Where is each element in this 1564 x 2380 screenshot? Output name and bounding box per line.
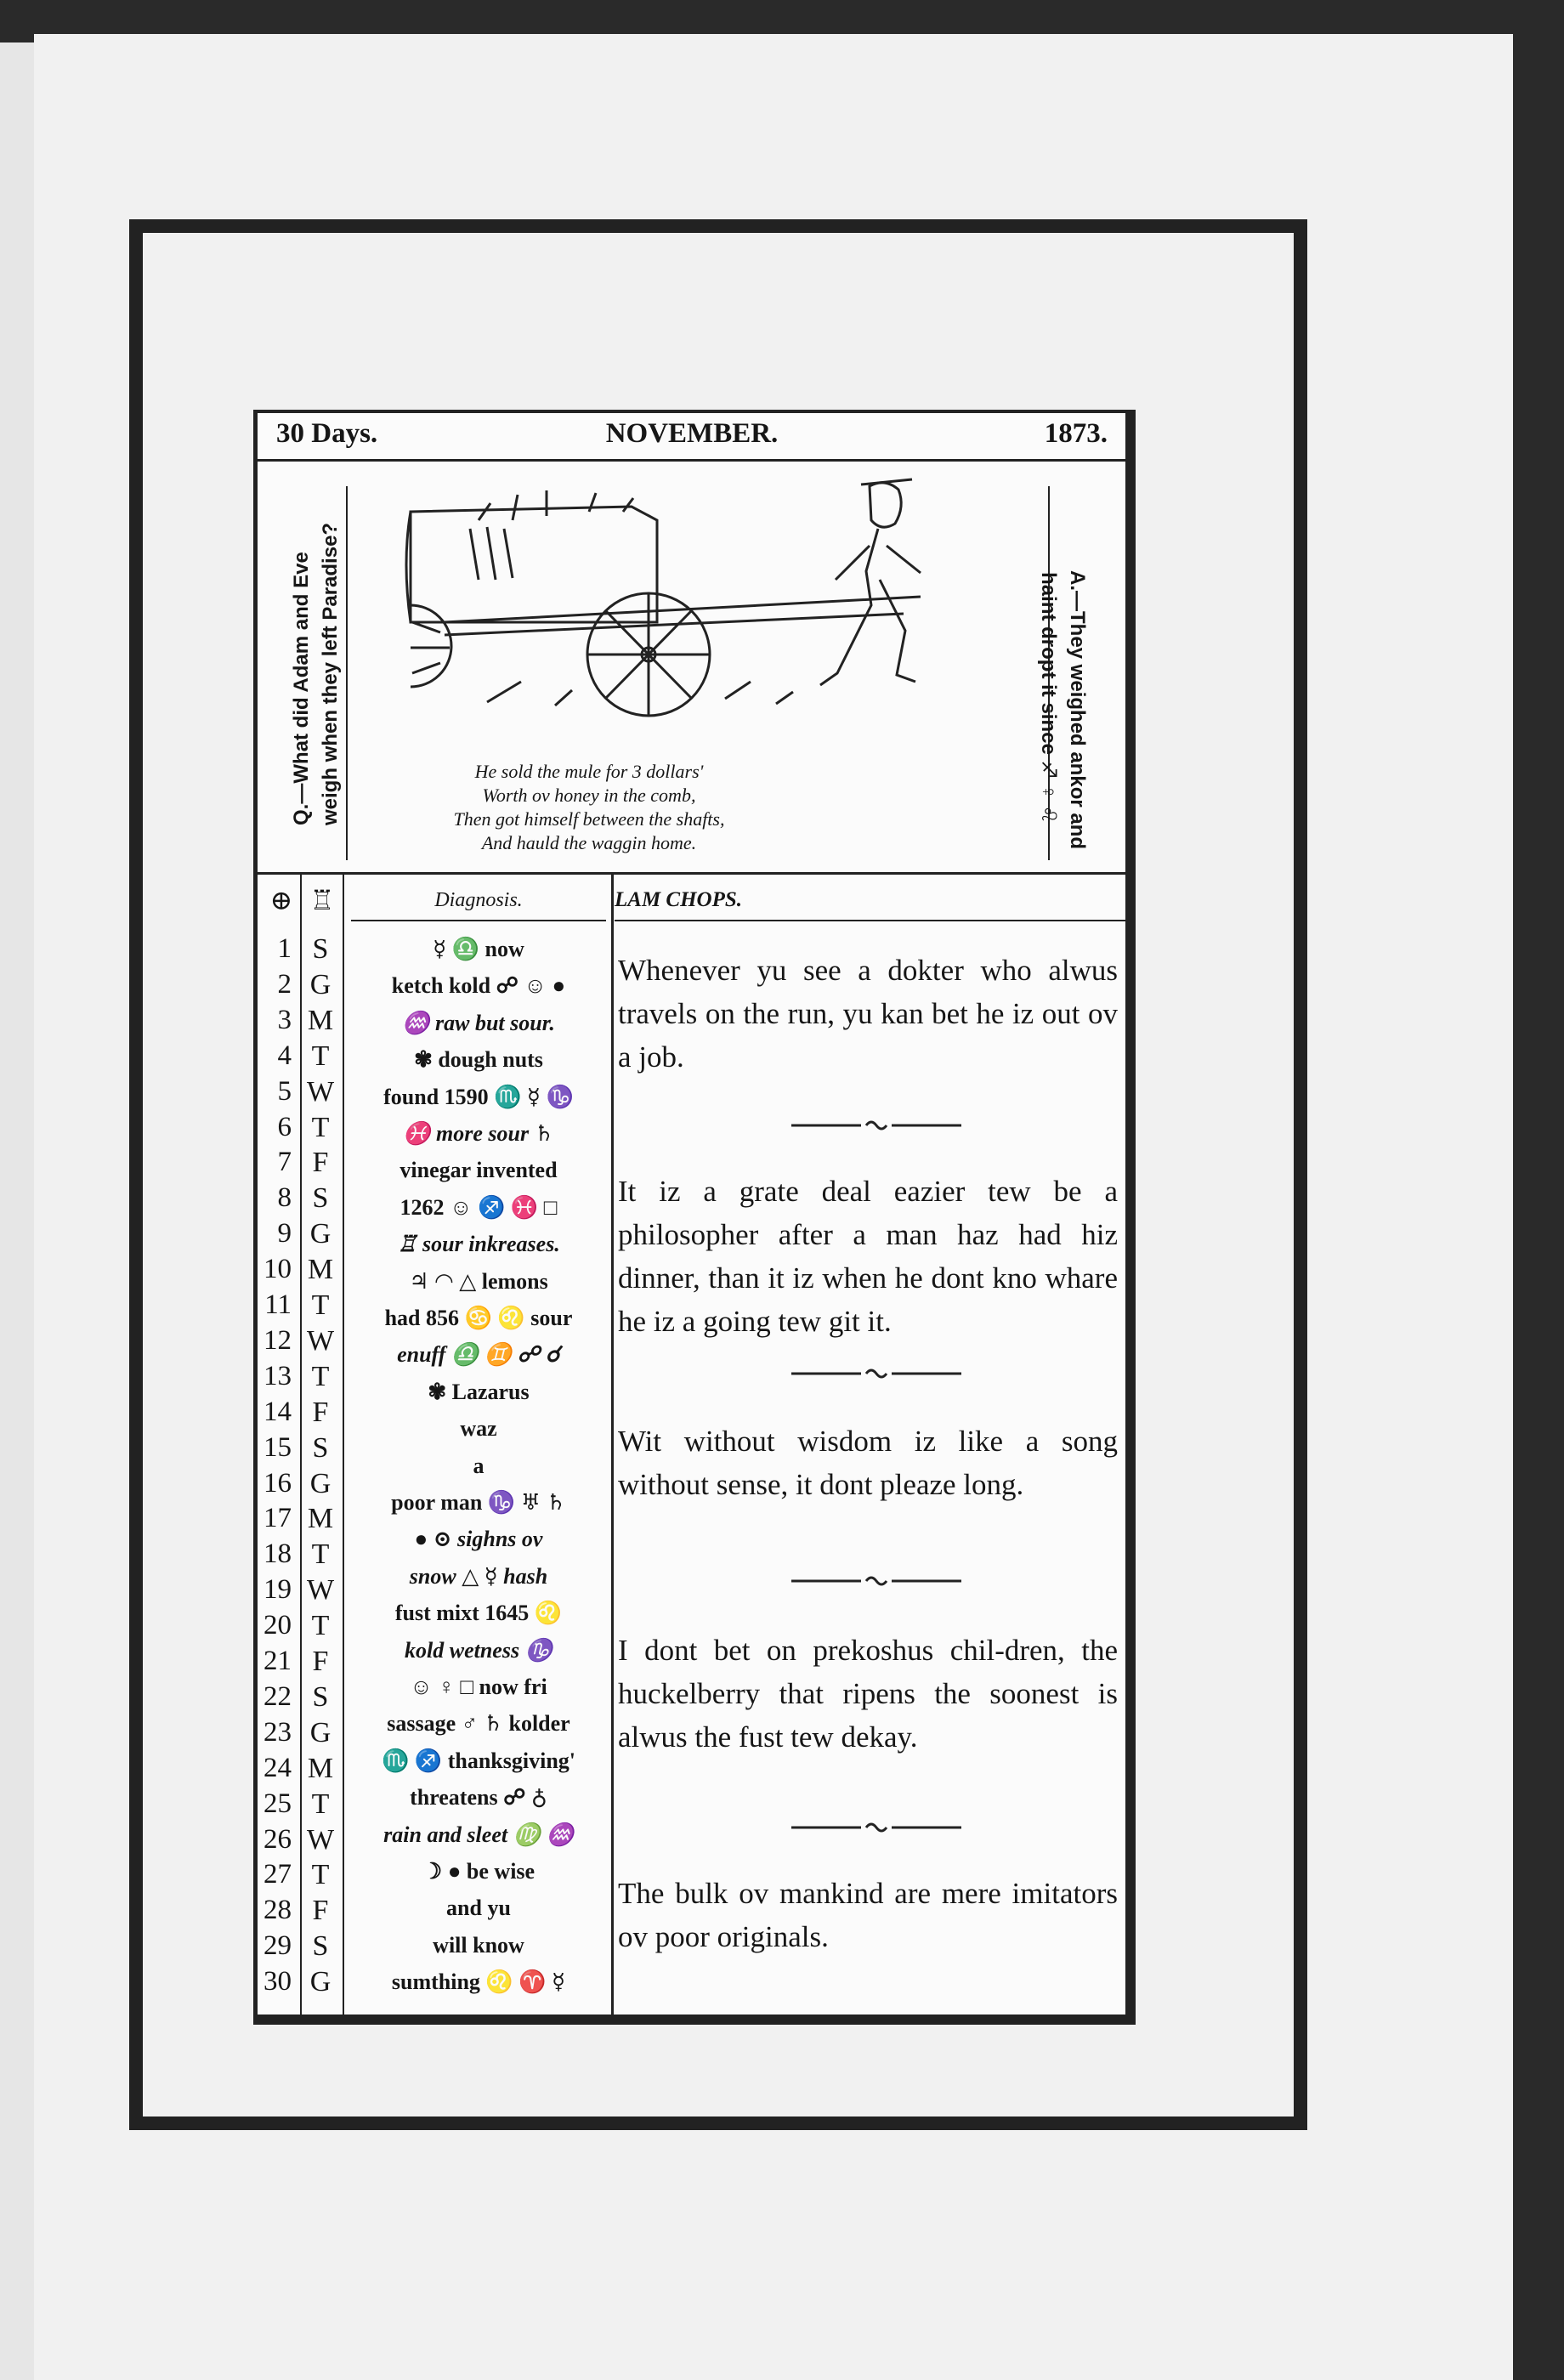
col-divider (343, 872, 344, 2018)
weekday-letter: M (307, 1004, 334, 1036)
day-number: 16 (264, 1467, 292, 1499)
diagnosis-line: ✾ Lazarus (428, 1379, 530, 1404)
diagnosis-line: ♏ ♐ thanksgiving' (381, 1748, 576, 1773)
ornament-divider (791, 1572, 961, 1590)
diagnosis-line: had 856 ♋ ♌ sour (384, 1306, 573, 1330)
poem-line: Then got himself between the shafts, (453, 808, 725, 830)
diagnosis-line: ☺ ♀ □ now fri (410, 1674, 547, 1699)
weekday-letter: T (311, 1538, 330, 1571)
header-rule (258, 459, 1126, 462)
day-row (258, 1572, 343, 1607)
day-number: 19 (264, 1574, 292, 1606)
day-row (258, 1751, 343, 1786)
weekday-letter: T (311, 1111, 330, 1143)
weekday-letter: T (311, 1788, 330, 1820)
day-number: 13 (264, 1360, 292, 1391)
day-row (258, 1787, 343, 1822)
day-row (258, 1715, 343, 1750)
diagnosis-line: vinegar invented (400, 1158, 558, 1183)
weekday-letter: T (311, 1859, 330, 1891)
page-header (269, 418, 1114, 456)
day-number: 22 (264, 1680, 292, 1712)
diagnosis-line: found 1590 ♏ ☿ ♑ (383, 1084, 574, 1109)
weekday-letter: W (306, 1324, 335, 1357)
day-number: 1 (277, 933, 292, 964)
weekday-letter: T (311, 1040, 330, 1072)
diagnosis-line: and yu (446, 1896, 511, 1921)
month-title: NOVEMBER. (605, 418, 779, 449)
diagnosis-line: ♖ sour inkreases. (397, 1232, 560, 1257)
day-row (258, 1216, 343, 1251)
woodcut-illustration (394, 469, 938, 724)
day-number: 18 (264, 1538, 292, 1570)
poem (385, 760, 793, 855)
day-number: 9 (277, 1218, 292, 1250)
col-divider (611, 872, 614, 2018)
day-number: 28 (264, 1895, 292, 1926)
diagnosis-line: will know (433, 1932, 524, 1958)
day-row (258, 1929, 343, 1964)
diagnosis-header-rule (351, 920, 606, 921)
weekday-letter: M (307, 1254, 334, 1286)
day-number: 11 (264, 1289, 292, 1320)
day-number: 10 (264, 1254, 292, 1285)
day-row (258, 1964, 343, 1999)
diagnosis-line: threatens ☍ ♁ (410, 1785, 547, 1810)
weekday-letter: T (311, 1610, 330, 1642)
day-number: 14 (264, 1396, 292, 1427)
diagnosis-line: kold wetness ♑ (405, 1637, 552, 1663)
ornament-divider (791, 1365, 961, 1382)
day-row (258, 1893, 343, 1928)
diagnosis-line: ♓ more sour ♄ (403, 1121, 554, 1146)
rook-symbol-header: ♖ (309, 885, 335, 915)
almanac-page (253, 410, 1136, 2025)
day-number: 20 (264, 1610, 292, 1641)
weekday-letter: G (309, 1467, 332, 1499)
weekday-letter: S (312, 1680, 329, 1713)
day-row (258, 1857, 343, 1892)
day-number: 23 (264, 1716, 292, 1748)
day-number: 25 (264, 1788, 292, 1819)
day-row (258, 1431, 343, 1465)
weekday-letter: S (312, 933, 329, 965)
answer (1032, 570, 1091, 850)
weekday-letter: G (309, 1716, 332, 1748)
weekday-letter: G (309, 1218, 332, 1250)
year: 1873. (1044, 418, 1108, 449)
question-line: Q.—What did Adam and Eve (290, 552, 313, 825)
poem-line: Worth ov honey in the comb, (482, 785, 696, 806)
day-row (258, 1680, 343, 1714)
day-row (258, 1644, 343, 1679)
sun-symbol-header: ⊕ (269, 885, 293, 915)
day-number: 15 (264, 1431, 292, 1463)
day-row (258, 1288, 343, 1323)
day-row (258, 1359, 343, 1394)
lam-chops-header: LAM CHOPS. (615, 888, 743, 911)
weekday-letter: G (309, 1966, 332, 1998)
answer-line: A.—They weighed ankor and (1066, 570, 1089, 850)
diagnosis-line: enuff ♎ ♊ ☍ ☌ (397, 1342, 560, 1368)
day-number: 27 (264, 1859, 292, 1890)
weekday-letter: G (309, 968, 332, 1000)
diagnosis-line: ♃ ◠ △ lemons (409, 1268, 548, 1294)
diagnosis-line: 1262 ☺ ♐ ♓ □ (400, 1194, 558, 1220)
weekday-letter: W (306, 1075, 335, 1108)
diagnosis-line: sumthing ♌ ♈ ☿ (391, 1969, 566, 1995)
diagnosis-line: waz (460, 1416, 497, 1442)
days-count: 30 Days. (276, 418, 378, 449)
day-row (258, 1252, 343, 1287)
weekday-letter: F (312, 1147, 329, 1179)
day-row (258, 1822, 343, 1857)
diagnosis-line: rain and sleet ♍ ♒ (383, 1822, 574, 1847)
day-row (258, 1395, 343, 1430)
left-page-edge (0, 42, 36, 2380)
day-number: 4 (277, 1040, 292, 1071)
diagnosis-line: ● ⊙ sighns ov (414, 1527, 543, 1552)
weekday-letter: S (312, 1930, 329, 1963)
diagnosis-line: a (473, 1453, 484, 1478)
day-row (258, 1110, 343, 1145)
weekday-letter: F (312, 1646, 329, 1677)
diagnosis-line: ☽ ● be wise (422, 1859, 536, 1884)
day-number: 26 (264, 1823, 292, 1855)
day-row (258, 1466, 343, 1501)
diagnosis-header: Diagnosis. (434, 889, 523, 911)
day-number: 2 (277, 968, 292, 1000)
day-number: 8 (277, 1182, 292, 1214)
section-rule (258, 872, 1126, 875)
diagnosis-line: poor man ♑ ♅ ♄ (391, 1490, 566, 1515)
diagnosis-line: ketch kold ☍ ☺ ● (391, 973, 566, 999)
weekday-letter: F (312, 1396, 329, 1428)
lam-paragraph: Whenever yu see a dokter who alwus travels on the run, yu kan bet he iz out ov a job. (618, 954, 1118, 1074)
weekday-letter: W (306, 1823, 335, 1856)
lam-paragraph: Wit without wisdom iz like a song without sense, it dont pleaze long. (618, 1425, 1118, 1501)
diagnosis-line: ☿ ♎ now (433, 937, 524, 961)
day-number: 7 (277, 1147, 292, 1178)
day-number: 21 (264, 1646, 292, 1676)
weekday-letter: S (312, 1431, 329, 1464)
day-row (258, 1608, 343, 1643)
weekday-letter: W (306, 1574, 335, 1606)
day-row (258, 1323, 343, 1358)
day-number: 5 (277, 1075, 292, 1107)
question-line: weigh when they left Paradise? (319, 522, 342, 825)
poem-line: He sold the mule for 3 dollars' (474, 761, 704, 782)
day-row (258, 1537, 343, 1572)
day-row (258, 1074, 343, 1109)
day-row (258, 932, 343, 966)
weekday-letter: T (311, 1289, 330, 1321)
day-row (258, 967, 343, 1002)
diagnosis-line: ✾ dough nuts (414, 1047, 543, 1073)
day-number: 30 (264, 1966, 292, 1998)
diagnosis-line: sassage ♂ ♄ kolder (387, 1711, 570, 1737)
answer-line: haint dropt it since ♐ ♀ ♌ (1037, 572, 1060, 824)
weekday-letter: F (312, 1895, 329, 1927)
day-number: 6 (277, 1111, 292, 1142)
day-row (258, 1181, 343, 1216)
lam-header-rule (615, 920, 1126, 921)
lam-paragraph: The bulk ov mankind are mere imitators ov poor originals. (618, 1877, 1118, 1953)
lam-paragraph: I dont bet on prekoshus chil-dren, the huckelberry that ripens the soonest is alwus the fust tew dekay. (618, 1634, 1118, 1754)
day-row (258, 1003, 343, 1038)
question (287, 522, 347, 825)
weekday-letter: M (307, 1752, 334, 1784)
weekday-letter: M (307, 1503, 334, 1535)
weekday-letter: S (312, 1182, 329, 1215)
diagnosis-line: ♒ raw but sour. (402, 1010, 555, 1035)
day-number: 24 (264, 1752, 292, 1783)
day-row (258, 1501, 343, 1536)
day-number: 12 (264, 1324, 292, 1356)
weekday-letter: T (311, 1360, 330, 1392)
day-number: 17 (264, 1503, 292, 1534)
poem-line: And hauld the waggin home. (481, 832, 697, 853)
diagnosis-line: fust mixt 1645 ♌ (394, 1601, 563, 1626)
day-number: 29 (264, 1930, 292, 1962)
ornament-divider (791, 1819, 961, 1836)
diagnosis-line: snow △ ☿ hash (409, 1563, 548, 1589)
lam-paragraph: It iz a grate deal eazier tew be a philosopher after a man haz had hiz dinner, than it iz when he dont kno whare he iz a going tew git it. (618, 1175, 1118, 1338)
day-row (258, 1039, 343, 1074)
day-number: 3 (277, 1004, 292, 1035)
day-row (258, 1145, 343, 1180)
ornament-divider (791, 1117, 961, 1134)
